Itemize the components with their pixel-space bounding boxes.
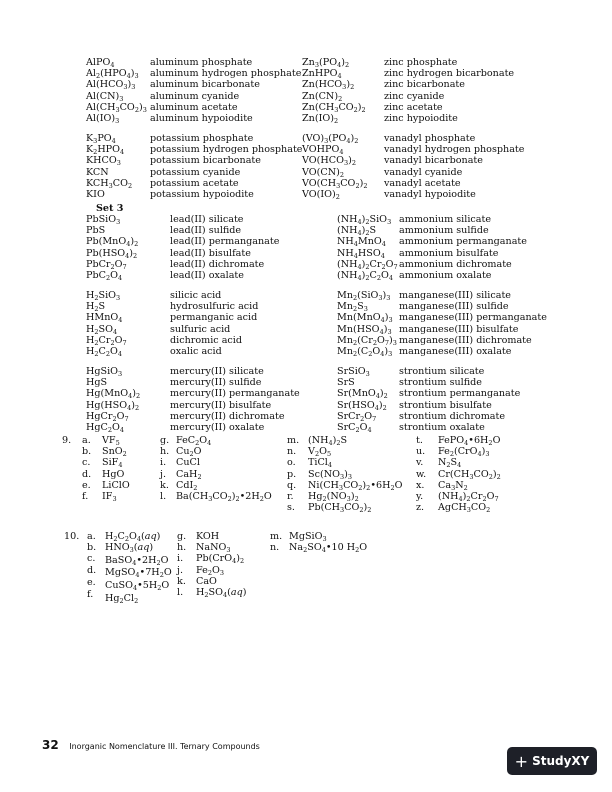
q10-item: c. (87, 553, 96, 564)
answer-letter: n. (270, 542, 280, 554)
answer-row (270, 531, 420, 542)
answer-letter: j. (177, 564, 184, 576)
question-9-answers (82, 435, 562, 515)
answer-row (177, 565, 277, 576)
compound-name: potassium phosphate (150, 133, 254, 144)
compound-formula: $VO(IO)_2$ (302, 188, 340, 201)
answer-letter: z. (416, 502, 425, 514)
compound-formula: $Zn(CN)_2$ (302, 90, 343, 103)
answer-formula: $Na_2SO_4•10$ $H_2O$ (289, 542, 368, 555)
q10-item: $BaSO_4•2H_2O$ (105, 555, 169, 567)
compound-formula: KCN (86, 166, 109, 178)
compound-row (86, 178, 566, 189)
answer-letter: g. (160, 435, 170, 446)
answer-formula: $Cu_2O$ (176, 446, 202, 459)
compound-row (86, 324, 586, 335)
answer-formula: CuCl (176, 457, 200, 469)
compound-formula: $H_2C_2O_4$ (86, 345, 123, 358)
compound-name: aluminum phosphate (150, 57, 253, 68)
answer-letter: n. (287, 446, 297, 458)
compound-row (86, 102, 566, 113)
compound-row (86, 155, 566, 166)
answer-letter: a. (82, 435, 91, 446)
compound-row (86, 91, 566, 102)
answer-formula: $V_2O_5$ (308, 446, 332, 459)
compound-row (86, 167, 566, 178)
compound-formula: $H_2SO_4$ (86, 323, 118, 336)
answer-row (177, 553, 277, 564)
compound-row (86, 400, 586, 411)
answer-letter: p. (287, 468, 297, 480)
compound-formula: $Pb(MnO_4)_2$ (86, 236, 139, 249)
compound-formula: $Hg(MnO_4)_2$ (86, 388, 141, 401)
answer-letter: l. (177, 586, 184, 598)
compound-name: ammonium oxalate (399, 269, 492, 281)
compound-formula: $Zn(HCO_3)_2$ (302, 79, 355, 92)
compound-name: vanadyl hypoiodite (384, 188, 476, 200)
compound-formula: $(NH_4)_2SiO_3$ (337, 214, 392, 226)
compound-formula: ZnHPO$_4$ (302, 68, 342, 81)
q10-col3 (270, 531, 420, 553)
compound-formula: $H_2SiO_3$ (86, 290, 121, 302)
compound-name: manganese(III) oxalate (399, 345, 512, 357)
answer-formula: $FePO_4•6H_2O$ (438, 435, 501, 447)
answer-formula: $VF_5$ (102, 435, 120, 447)
compound-formula: HMnO$_4$ (86, 312, 123, 325)
q10-item: $CuSO_4•5H_2O$ (105, 580, 170, 592)
compound-name: mercury(II) bisulfate (170, 399, 272, 411)
answer-formula: CaH$_2$ (176, 468, 202, 481)
compound-name: vanadyl cyanide (384, 166, 463, 178)
compound-name: strontium sulfide (399, 377, 482, 389)
answer-letter: k. (160, 479, 169, 491)
compound-formula: KIO (86, 188, 105, 200)
answer-letter: g. (177, 531, 187, 542)
strontium-list (86, 366, 586, 433)
compound-name: zinc acetate (384, 101, 443, 113)
q10-item: $Hg_2Cl_2$ (105, 593, 139, 605)
compound-formula: $NH_4MnO_4$ (337, 236, 386, 249)
compound-formula: $Al(HCO_3)_3$ (86, 79, 136, 92)
answer-letter: h. (177, 542, 187, 554)
compound-name: sulfuric acid (170, 323, 231, 335)
answer-formula: SiF$_4$ (102, 457, 123, 470)
answer-formula: LiClO (102, 479, 130, 491)
footer-title: Inorganic Nomenclature III. Ternary Compounds (69, 742, 260, 751)
compound-row (86, 411, 586, 422)
answer-formula: TiCl$_4$ (308, 457, 333, 470)
compound-formula: $(VO)_3(PO_4)_2$ (302, 133, 359, 145)
answer-letter: t. (416, 435, 423, 446)
answer-formula: $(NH_4)_2Cr_2O_7$ (438, 490, 499, 503)
compound-name: vanadyl bicarbonate (384, 155, 483, 167)
compound-row (86, 346, 586, 357)
compound-row (86, 248, 586, 259)
answer-formula: NaNO$_3$ (196, 542, 231, 555)
studyxy-logo[interactable] (507, 747, 597, 775)
compound-formula: $H_2S$ (86, 301, 106, 314)
compound-row (86, 366, 586, 377)
compound-name: silicic acid (170, 290, 222, 301)
compound-name: hydrosulfuric acid (170, 301, 259, 313)
answer-formula: KOH (196, 531, 220, 542)
compound-name: ammonium silicate (399, 214, 492, 225)
compound-formula: $Mn_2(C_2O_4)_3$ (337, 345, 393, 358)
compound-name: ammonium bisulfate (399, 247, 499, 259)
compound-name: lead(II) dichromate (170, 258, 265, 270)
answer-letter: s. (287, 502, 295, 514)
answer-letter: l. (160, 490, 167, 502)
set-3-heading: Set 3 (96, 203, 124, 214)
compound-name: mercury(II) oxalate (170, 421, 265, 433)
compound-name: ammonium dichromate (399, 258, 512, 270)
answer-formula: $Hg_2(NO_3)_2$ (308, 490, 359, 503)
compound-formula: $Mn_2(SiO_3)_3$ (337, 290, 391, 302)
brand-name: StudyXY (532, 754, 590, 768)
compound-formula: $HgCr_2O_7$ (86, 410, 129, 423)
answer-letter: y. (416, 490, 424, 502)
compound-row (86, 214, 586, 225)
compound-name: manganese(III) silicate (399, 290, 511, 301)
answer-row (270, 542, 420, 553)
compound-row (86, 312, 586, 323)
q10-item: $HNO_3(aq)$ (105, 542, 154, 554)
answer-formula: MgSiO$_3$ (289, 531, 327, 543)
q10-col2 (177, 531, 280, 599)
compound-name: potassium acetate (150, 177, 239, 189)
compound-formula: $Hg(HSO_4)_2$ (86, 399, 140, 412)
compound-formula: $Al_2(HPO_4)_3$ (86, 68, 139, 81)
compound-name: zinc cyanide (384, 90, 445, 102)
plus-icon: + (514, 751, 529, 771)
answer-formula: $Sc(NO_3)_3$ (308, 468, 352, 481)
vanadyl-list (86, 133, 566, 200)
compound-formula: $SrC_2O_4$ (337, 421, 372, 434)
answer-letter: k. (177, 575, 186, 587)
compound-formula: $PbCr_2O_7$ (86, 258, 127, 271)
answer-formula: $IF_3$ (102, 490, 117, 503)
compound-name: strontium silicate (399, 366, 485, 377)
compound-name: aluminum hydrogen phosphate (150, 68, 302, 80)
compound-name: lead(II) silicate (170, 214, 244, 225)
answer-formula: SnO$_2$ (102, 446, 127, 459)
compound-name: potassium hypoiodite (150, 188, 254, 200)
compound-formula: $NH_4HSO_4$ (337, 247, 385, 260)
compound-name: mercury(II) permanganate (170, 388, 300, 400)
compound-formula: $Zn(IO)_2$ (302, 112, 339, 125)
compound-name: manganese(III) permanganate (399, 312, 547, 324)
answer-letter: q. (287, 479, 297, 491)
compound-name: mercury(II) sulfide (170, 377, 262, 389)
compound-formula: $(NH_4)_2S$ (337, 225, 377, 238)
compound-name: permanganic acid (170, 312, 258, 324)
compound-row (86, 301, 586, 312)
compound-row (86, 377, 586, 388)
compound-name: zinc hydrogen bicarbonate (384, 68, 515, 80)
compound-row (86, 144, 566, 155)
ammonium-list (86, 214, 586, 281)
compound-formula: $Zn(CH_3CO_2)_2$ (302, 101, 366, 114)
compound-formula: $Mn_2(Cr_2O_7)_3$ (337, 334, 397, 347)
answer-formula: $Cr(CH_3CO_2)_2$ (438, 468, 501, 481)
compound-formula: $(NH_4)_2C_2O_4$ (337, 269, 394, 282)
answer-formula: $Pb(CrO_4)_2$ (196, 553, 245, 566)
compound-row (86, 236, 586, 247)
compound-formula: $SrCr_2O_7$ (337, 410, 377, 423)
q10-item: $H_2C_2O_4(aq)$ (105, 531, 161, 543)
compound-name: aluminum bicarbonate (150, 79, 260, 91)
compound-name: mercury(II) silicate (170, 366, 264, 377)
compound-formula: $K_2HPO_4$ (86, 144, 125, 157)
q10-col2-list (177, 531, 280, 599)
compound-formula: AlPO$_4$ (86, 57, 115, 69)
compound-formula: $Sr(MnO_4)_2$ (337, 388, 388, 401)
compound-formula: $VO(CH_3CO_2)_2$ (302, 177, 368, 190)
compound-name: dichromic acid (170, 334, 243, 346)
compound-row (86, 422, 586, 433)
page-footer (42, 738, 260, 752)
answer-letter: r. (287, 490, 294, 502)
answer-formula: $FeC_2O_4$ (176, 435, 212, 447)
compound-formula: $Mn_2S_3$ (337, 301, 368, 314)
compound-formula: PbS (86, 225, 106, 237)
compound-formula: $KHCO_3$ (86, 155, 121, 168)
set3-group-acids-manganese (86, 290, 586, 357)
compound-formula: $K_3PO_4$ (86, 133, 116, 145)
answer-letter: u. (416, 446, 426, 458)
compound-row (86, 335, 586, 346)
aluminum-zinc-block (86, 57, 566, 124)
compound-name: ammonium sulfide (399, 225, 489, 237)
compound-formula: $PbC_2O_4$ (86, 269, 123, 282)
compound-name: lead(II) sulfide (170, 225, 242, 237)
compound-name: manganese(III) bisulfate (399, 323, 519, 335)
answer-row (177, 531, 277, 542)
compound-formula: $(NH_4)_2Cr_2O_7$ (337, 258, 398, 271)
compound-name: aluminum hypoiodite (150, 112, 253, 124)
compound-name: aluminum acetate (150, 101, 238, 113)
compound-formula: SrSiO$_3$ (337, 366, 370, 378)
compound-name: potassium hydrogen phosphate (150, 144, 303, 156)
answer-letter: f. (82, 490, 89, 502)
compound-name: manganese(III) dichromate (399, 334, 532, 346)
q10-item: a. (87, 531, 96, 542)
compound-row (86, 225, 586, 236)
compound-name: zinc phosphate (384, 57, 458, 68)
compound-formula: $Sr(HSO_4)_2$ (337, 399, 387, 412)
q10-item: d. (87, 565, 97, 576)
compound-formula: SrS (337, 377, 355, 389)
compound-name: oxalic acid (170, 345, 222, 357)
compound-name: potassium bicarbonate (150, 155, 261, 167)
compound-formula: $Al(CN)_3$ (86, 90, 124, 103)
compound-formula: $Mn(HSO_4)_3$ (337, 323, 392, 336)
compound-name: lead(II) permanganate (170, 236, 280, 248)
answer-letter: m. (270, 531, 283, 542)
q10-item: e. (87, 577, 96, 588)
answer-letter: b. (82, 446, 92, 458)
answer-letter: v. (416, 457, 424, 469)
answer-formula: HgO (102, 468, 125, 480)
q10-item: $MgSO_4•7H_2O$ (105, 567, 172, 579)
compound-name: manganese(III) sulfide (399, 301, 509, 313)
compound-row (86, 113, 566, 124)
answer-letter: x. (416, 479, 425, 491)
answer-formula: $Ba(CH_3CO_2)_2•2H_2O$ (176, 490, 272, 503)
compound-formula: $Mn(MnO_4)_3$ (337, 312, 393, 325)
compound-row (86, 57, 566, 68)
compound-row (86, 270, 586, 281)
answer-letter: h. (160, 446, 170, 458)
answer-row (177, 576, 277, 587)
compound-row (86, 189, 566, 200)
compound-formula: $Pb(HSO_4)_2$ (86, 247, 138, 260)
answer-formula: $AgCH_3CO_2$ (438, 502, 491, 515)
compound-formula: $Zn_3(PO_4)_2$ (302, 57, 350, 69)
compound-name: strontium bisulfate (399, 399, 492, 411)
compound-row (86, 68, 566, 79)
answer-letter: w. (416, 468, 427, 480)
zinc-list (86, 57, 566, 124)
compound-formula: $VO(CN)_2$ (302, 166, 344, 179)
compound-row (86, 388, 586, 399)
answer-letter: e. (82, 479, 91, 491)
answer-formula: $Ni(CH_3CO_2)_2•6H_2O$ (308, 479, 403, 492)
answer-formula: $Ca_3N_2$ (438, 479, 468, 492)
compound-formula: $H_2Cr_2O_7$ (86, 334, 127, 347)
answer-letter: i. (160, 457, 167, 469)
compound-name: strontium dichromate (399, 410, 506, 422)
q10-item: b. (87, 542, 97, 553)
answer-formula: CdI$_2$ (176, 479, 198, 492)
compound-formula: $Al(IO)_3$ (86, 112, 120, 125)
compound-name: zinc hypoiodite (384, 112, 458, 124)
compound-name: potassium cyanide (150, 166, 241, 178)
answer-formula: $Pb(CH_3CO_2)_2$ (308, 502, 372, 515)
compound-name: vanadyl hydrogen phosphate (384, 144, 525, 156)
compound-formula: HgS (86, 377, 108, 389)
compound-formula: $VO(HCO_3)_2$ (302, 155, 356, 168)
compound-row (86, 259, 586, 270)
compound-row (86, 79, 566, 90)
answer-letter: m. (287, 435, 300, 446)
potassium-vanadyl-block (86, 133, 566, 200)
set3-group-mercury-strontium (86, 366, 586, 433)
compound-row (86, 133, 566, 144)
compound-row (86, 290, 586, 301)
answer-row (177, 587, 277, 598)
answer-letter: j. (160, 468, 167, 480)
compound-name: mercury(II) dichromate (170, 410, 285, 422)
compound-formula: $KCH_3CO_2$ (86, 177, 133, 190)
compound-formula: $Al(CH_3CO_2)_3$ (86, 101, 147, 114)
compound-formula: $HgC_2O_4$ (86, 421, 125, 434)
q10-item: f. (87, 589, 94, 600)
compound-name: aluminum cyanide (150, 90, 240, 102)
answer-formula: $N_2S_4$ (438, 457, 462, 470)
compound-name: vanadyl phosphate (384, 133, 476, 144)
compound-name: ammonium permanganate (399, 236, 527, 248)
set3-group-lead-ammonium (86, 214, 586, 281)
answer-letter: i. (177, 553, 184, 565)
answer-letter: c. (82, 457, 91, 469)
compound-formula: $VOHPO_4$ (302, 144, 344, 157)
compound-name: strontium permanganate (399, 388, 521, 400)
question-9-number: 9. (62, 435, 72, 446)
compound-name: lead(II) bisulfate (170, 247, 251, 259)
compound-formula: HgSiO$_3$ (86, 366, 123, 378)
answer-formula: $(NH_4)_2S$ (308, 435, 348, 447)
compound-name: strontium oxalate (399, 421, 485, 433)
answer-formula: $H_2SO_4(aq)$ (196, 586, 247, 599)
compound-formula: PbSiO$_3$ (86, 214, 121, 226)
manganese-list (86, 290, 586, 357)
compound-name: lead(II) oxalate (170, 269, 244, 281)
answer-row (177, 542, 280, 555)
answer-letter: d. (82, 468, 92, 480)
answer-formula: CaO (196, 575, 217, 587)
compound-name: vanadyl acetate (384, 177, 461, 189)
answer-letter: o. (287, 457, 296, 469)
question-10-number: 10. (64, 531, 80, 542)
q10-col3-list (270, 531, 420, 553)
page-number: 32 (42, 738, 59, 752)
answer-formula: $Fe_2(CrO_4)_3$ (438, 446, 490, 459)
answer-formula: $Fe_2O_3$ (196, 564, 224, 577)
compound-name: zinc bicarbonate (384, 79, 465, 91)
